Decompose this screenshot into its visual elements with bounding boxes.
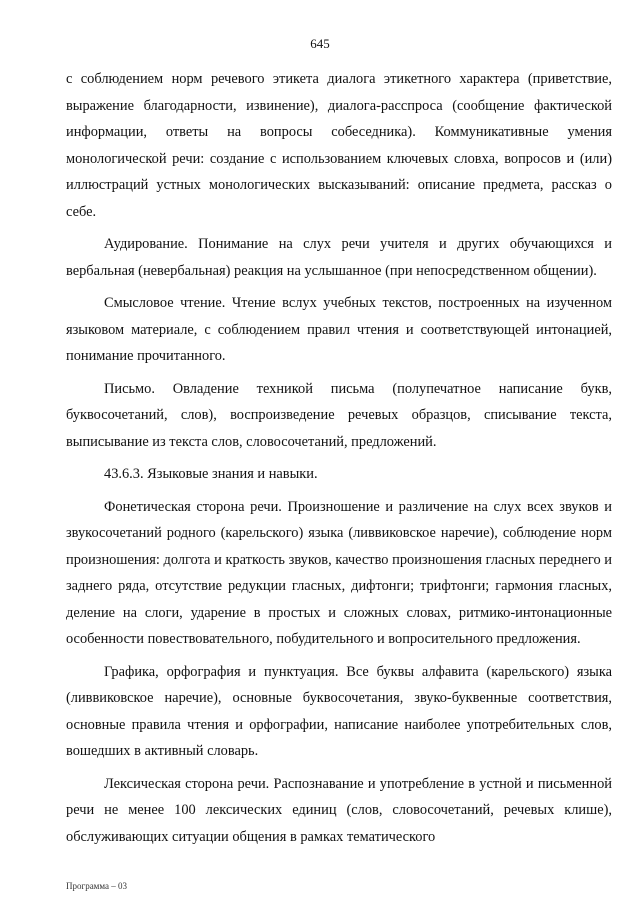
paragraph-lexical: Лексическая сторона речи. Распознавание и употребление в устной и письменной речи не менее 100 лексических единиц (слов, словосочетаний, речевых клише), обслуживающих ситуации общения в рамках тематического: [66, 775, 612, 845]
section-heading: 43.6.3. Языковые знания и навыки.: [104, 466, 318, 482]
paragraph-speech-etiquette: с соблюдением норм речевого этикета диалога этикетного характера (приветствие, выражение благодарности, извинение), диалога-расспроса (сообщение фактической информации, ответы на вопросы собеседника). Коммуникативные умения монологической речи: создание с использованием ключевых словха, вопросов и (или) иллюстраций устных монологических высказываний: описание предмета, рассказ о себе.: [66, 71, 612, 220]
paragraph-graphics-orthography: Графика, орфография и пунктуация. Все буквы алфавита (карельского) языка (ливвиковское наречие), основные буквосочетания, звуко-буквенные соответствия, основные правила чтения и орфографии, написание наиболее употребительных слов, вошедших в активный словарь.: [66, 663, 612, 759]
body-text: [66, 66, 612, 856]
paragraph-reading: Смысловое чтение. Чтение вслух учебных текстов, построенных на изученном языковом материале, с соблюдением правил чтения и соответствующей интонацией, понимание прочитанного.: [66, 295, 612, 364]
paragraph-writing: Письмо. Овладение техникой письма (полупечатное написание букв, буквосочетаний, слов), воспроизведение речевых образцов, списывание текста, выписывание из текста слов, словосочетаний, предложений.: [66, 380, 612, 450]
page-number: 645: [310, 36, 330, 51]
paragraph-listening: Аудирование. Понимание на слух речи учителя и других обучающихся и вербальная (невербальная) реакция на услышанное (при непосредственном общении).: [66, 236, 612, 279]
footer-label: Программа – 03: [66, 881, 128, 891]
paragraph-phonetics: Фонетическая сторона речи. Произношение и различение на слух всех звуков и звукосочетаний родного (карельского) языка (ливвиковское наречие), соблюдение норм произношения: долгота и краткость звуков, качество произношения гласных переднего и заднего ряда, отсутствие редукции гласных, дифтонги; трифтонги; гармония гласных, деление на слоги, ударение в простых и сложных словах, ритмико-интонационные особенности повествовательного, побудительного и вопросительного предложения.: [66, 498, 612, 647]
